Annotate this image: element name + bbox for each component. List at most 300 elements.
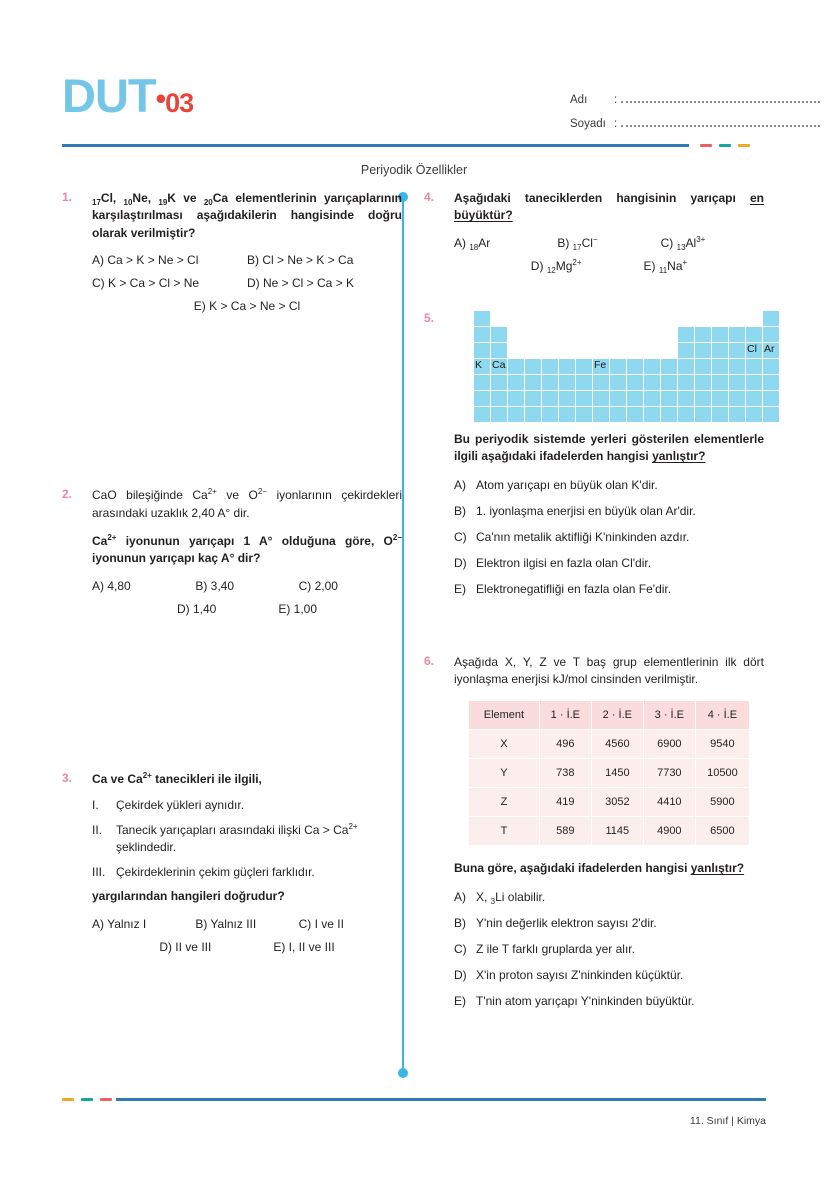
q3-option-c[interactable]: C) I ve II	[298, 916, 344, 931]
periodic-cell-empty	[559, 343, 575, 358]
periodic-cell-empty	[644, 311, 660, 326]
q3-option-e[interactable]: E) I, II ve III	[273, 939, 335, 954]
q1-option-c[interactable]: C) K > Ca > Cl > Ne	[92, 276, 200, 291]
option-row	[92, 299, 402, 313]
roman-label: III.	[92, 864, 106, 879]
periodic-cell	[763, 407, 779, 422]
periodic-cell	[763, 375, 779, 390]
q2-option-b[interactable]: B) 3,40	[195, 578, 235, 593]
periodic-cell-empty	[610, 327, 626, 342]
periodic-cell	[508, 407, 524, 422]
periodic-cell	[627, 359, 643, 374]
name-input-line[interactable]	[621, 90, 820, 103]
option-label: D)	[454, 556, 467, 571]
roman-label: II.	[92, 822, 103, 837]
q4-c-sym: Al	[685, 235, 697, 250]
table-cell: 6900	[643, 730, 695, 759]
option-row	[92, 917, 402, 931]
periodic-cell-empty	[525, 327, 541, 342]
periodic-cell-empty	[576, 311, 592, 326]
q4-b-sup: −	[592, 234, 598, 244]
table-cell: 9540	[695, 730, 749, 759]
periodic-cell	[661, 375, 677, 390]
question-4-options	[454, 236, 764, 273]
option-label: C)	[454, 529, 467, 544]
periodic-cell	[559, 407, 575, 422]
roman-text-b: şeklindedir.	[116, 839, 177, 854]
periodic-cell-empty	[508, 343, 524, 358]
q4-a-sub: 18	[469, 242, 479, 252]
q2-option-e[interactable]: E) 1,00	[278, 601, 318, 616]
roman-text: Çekirdek yükleri aynıdır.	[116, 798, 245, 813]
name-row	[570, 90, 820, 106]
periodic-cell	[644, 407, 660, 422]
question-5-number: 5.	[424, 310, 435, 325]
q2-stem-sup-ca: 2+	[107, 532, 117, 542]
q3-stem-b: tanecikleri ile ilgili,	[151, 771, 262, 786]
roman-text-a: Tanecik yarıçapları arasındaki ilişki Ca > Ca	[116, 822, 349, 837]
table-cell: 6500	[695, 817, 749, 846]
option-line[interactable]	[454, 581, 764, 597]
periodic-cell	[593, 391, 609, 406]
q2-intro-b: ve O	[216, 488, 258, 503]
roman-text	[116, 822, 402, 856]
periodic-cell-empty	[491, 311, 507, 326]
periodic-cell-empty	[525, 311, 541, 326]
q4-option-c[interactable]	[661, 236, 764, 250]
periodic-cell	[746, 327, 762, 342]
table-column-header: 3 · İ.E	[643, 701, 695, 730]
footer-dash-teal	[81, 1098, 93, 1101]
option-label: A)	[454, 889, 466, 904]
table-column-header: Element	[469, 701, 540, 730]
periodic-cell	[712, 359, 728, 374]
footer-dash-orange	[62, 1098, 74, 1101]
table-cell: 4900	[643, 817, 695, 846]
question-6-ask	[454, 860, 764, 877]
q4-c-sub: 13	[676, 242, 686, 252]
periodic-cell-empty	[525, 343, 541, 358]
option-row	[92, 253, 402, 267]
periodic-cell-empty	[542, 311, 558, 326]
periodic-cell	[712, 391, 728, 406]
q1-stem-part2: Ne,	[132, 191, 159, 205]
question-3-number: 3.	[62, 770, 73, 785]
question-1	[62, 190, 402, 313]
periodic-cell-empty	[644, 327, 660, 342]
q2-stem-a: Ca	[92, 533, 108, 548]
option-row	[92, 276, 402, 290]
option-line[interactable]	[454, 941, 764, 957]
question-6-number: 6.	[424, 653, 435, 668]
q1-option-b[interactable]: B) Cl > Ne > K > Ca	[247, 253, 354, 268]
footer-label: 11. Sınıf | Kimya	[689, 1115, 766, 1127]
q5-stem-underlined: yanlıştır?	[652, 449, 706, 464]
question-1-stem	[92, 190, 402, 242]
q1-option-d[interactable]: D) Ne > Cl > Ca > K	[247, 276, 355, 291]
periodic-cell	[508, 359, 524, 374]
table-cell: 1145	[591, 817, 643, 846]
q2-option-c[interactable]: C) 2,00	[298, 578, 338, 593]
periodic-cell	[763, 327, 779, 342]
periodic-cell	[678, 407, 694, 422]
periodic-cell	[491, 375, 507, 390]
periodic-cell	[644, 359, 660, 374]
q3-stem-sup: 2+	[142, 770, 152, 780]
q4-d-label: D)	[530, 258, 544, 273]
periodic-cell	[661, 359, 677, 374]
roman-label: I.	[92, 798, 99, 813]
periodic-cell-empty	[576, 343, 592, 358]
q3-option-a[interactable]: A) Yalnız I	[92, 916, 147, 931]
q1-sub-19: 19	[158, 198, 168, 207]
q2-sup-ca: 2+	[207, 487, 217, 497]
periodic-cell-k	[474, 359, 490, 374]
option-line[interactable]	[454, 915, 764, 931]
ionization-energy-table	[468, 700, 750, 846]
q4-stem-underlined: en büyüktür?	[454, 191, 764, 223]
periodic-cell	[729, 407, 745, 422]
periodic-cell	[525, 391, 541, 406]
question-4-number: 4.	[424, 190, 435, 204]
q1-sub-20: 20	[203, 198, 213, 207]
table-cell: 4410	[643, 788, 695, 817]
periodic-cell-empty	[559, 327, 575, 342]
option-text: Z ile T farklı gruplarda yer alır.	[476, 942, 635, 957]
footer-rule	[116, 1098, 766, 1101]
periodic-cell	[542, 391, 558, 406]
option-text: T'nin atom yarıçapı Y'ninkinden büyüktür.	[476, 994, 695, 1009]
table-cell: 738	[539, 759, 591, 788]
periodic-cell	[763, 359, 779, 374]
periodic-cell-ar	[763, 343, 779, 358]
option-text: Ca'nın metalik aktifliği K'ninkinden azdır.	[476, 529, 690, 544]
roman-text: Çekirdeklerinin çekim güçleri farklıdır.	[116, 864, 315, 879]
question-3-roman-list	[92, 797, 402, 880]
logo-text: DUT	[62, 69, 156, 122]
periodic-cell	[525, 375, 541, 390]
q2-option-a[interactable]: A) 4,80	[92, 578, 131, 593]
question-5	[424, 310, 775, 598]
periodic-cell	[627, 407, 643, 422]
page-title: Periyodik Özellikler	[360, 163, 468, 177]
header-dash-orange	[738, 144, 750, 147]
header-dash-teal	[719, 144, 731, 147]
option-line[interactable]	[454, 555, 764, 571]
table-cell: 3052	[591, 788, 643, 817]
left-column	[62, 190, 402, 963]
periodic-cell-empty	[610, 311, 626, 326]
q2-stem-b: iyonunun yarıçapı 1 A° olduğuna göre, O	[116, 533, 393, 548]
periodic-cell	[678, 391, 694, 406]
table-cell: 10500	[695, 759, 749, 788]
q4-c-label: C)	[660, 235, 674, 250]
table-cell: T	[469, 817, 540, 846]
q4-a-label: A)	[454, 235, 466, 250]
periodic-cell	[474, 391, 490, 406]
periodic-cell	[610, 375, 626, 390]
periodic-cell	[763, 391, 779, 406]
periodic-cell	[695, 359, 711, 374]
q2-intro-c: iyonlarının çekirdekleri arasındaki uzaklık 2,40 A° dir.	[92, 488, 403, 520]
question-6-stem: Aşağıda X, Y, Z ve T baş grup elementlerinin ilk dört iyonlaşma enerjisi kJ/mol cinsinden verilmiştir.	[454, 654, 764, 686]
periodic-cell	[661, 391, 677, 406]
q4-c-sup: 3+	[696, 234, 706, 244]
surname-label: Soyadı	[570, 118, 606, 130]
option-text: Y'nin değerlik elektron sayısı 2'dir.	[476, 915, 657, 930]
option-text-a: X,	[476, 889, 491, 904]
periodic-cell	[746, 391, 762, 406]
q5-stem-a: Bu periyodik sistemde yerleri gösterilen elementlerle ilgili aşağıdaki ifadelerden hangisi	[454, 431, 764, 464]
periodic-cell	[474, 343, 490, 358]
q4-stem-a: Aşağıdaki taneciklerden hangisinin yarıçapı	[454, 191, 750, 205]
table-cell: Y	[469, 759, 540, 788]
periodic-cell-cl	[746, 343, 762, 358]
periodic-cell	[593, 375, 609, 390]
q2-sup-o: 2−	[257, 487, 267, 497]
q4-b-sub: 17	[572, 242, 582, 252]
table-column-header: 4 · İ.E	[695, 701, 749, 730]
table-cell: 496	[539, 730, 591, 759]
q4-option-d[interactable]	[531, 259, 582, 273]
periodic-cell-empty	[695, 311, 711, 326]
periodic-cell	[508, 375, 524, 390]
q2-option-d[interactable]: D) 1,40	[176, 601, 217, 616]
periodic-cell	[593, 407, 609, 422]
q3-option-d[interactable]: D) II ve III	[159, 939, 212, 954]
periodic-cell-empty	[661, 311, 677, 326]
periodic-cell	[712, 375, 728, 390]
q4-d-sym: Mg	[555, 258, 573, 273]
periodic-cell	[525, 359, 541, 374]
periodic-cell-empty	[576, 327, 592, 342]
q3-option-b[interactable]: B) Yalnız III	[195, 916, 257, 931]
option-line[interactable]	[454, 503, 764, 519]
table-column-header: 1 · İ.E	[539, 701, 591, 730]
option-line[interactable]	[454, 477, 764, 493]
table-row	[469, 730, 750, 759]
question-4	[424, 190, 764, 273]
periodic-cell-empty	[661, 327, 677, 342]
periodic-cell	[576, 375, 592, 390]
periodic-cell	[695, 343, 711, 358]
periodic-cell-empty	[729, 311, 745, 326]
option-label: A)	[454, 477, 466, 492]
periodic-cell	[746, 359, 762, 374]
periodic-cell	[474, 407, 490, 422]
periodic-cell	[542, 375, 558, 390]
periodic-cell	[627, 375, 643, 390]
periodic-cell-empty	[508, 311, 524, 326]
option-label: C)	[454, 942, 467, 957]
element-symbol: Ar	[764, 342, 775, 355]
q1-option-e[interactable]: E) K > Ca > Ne > Cl	[193, 299, 301, 314]
name-label: Adı	[570, 94, 588, 106]
periodic-cell	[559, 375, 575, 390]
logo-number: 03	[165, 88, 194, 118]
element-symbol: K	[475, 358, 483, 371]
table-column-header: 2 · İ.E	[591, 701, 643, 730]
table-cell: Z	[469, 788, 540, 817]
q1-sub-17: 17	[92, 198, 101, 207]
periodic-cell	[474, 311, 490, 326]
table-row	[469, 788, 750, 817]
q2-stem-c: iyonunun yarıçapı kaç A° dir?	[92, 551, 261, 566]
header-dash-red	[700, 144, 712, 147]
table-cell: 589	[539, 817, 591, 846]
periodic-cell	[729, 391, 745, 406]
periodic-cell	[678, 327, 694, 342]
periodic-cell	[695, 407, 711, 422]
question-2-stem	[92, 533, 402, 568]
periodic-cell	[474, 375, 490, 390]
periodic-cell	[559, 359, 575, 374]
table-body	[469, 730, 750, 846]
q1-sub-10: 10	[123, 198, 133, 207]
q4-e-sup: +	[682, 257, 688, 267]
periodic-cell-empty	[508, 327, 524, 342]
periodic-cell	[542, 359, 558, 374]
question-3-stem	[92, 771, 402, 788]
divider-dot-bottom-icon	[398, 1068, 408, 1078]
question-6-options	[454, 889, 764, 1010]
periodic-cell-empty	[593, 343, 609, 358]
periodic-cell-empty	[627, 311, 643, 326]
element-symbol: Cl	[747, 342, 757, 355]
option-label: B)	[454, 503, 466, 518]
right-column	[424, 190, 775, 1020]
periodic-cell-empty	[542, 343, 558, 358]
surname-colon: :	[614, 118, 618, 130]
surname-input-line[interactable]	[621, 114, 820, 127]
periodic-cell	[712, 327, 728, 342]
student-name-block	[570, 90, 820, 138]
option-row	[92, 579, 402, 593]
option-line[interactable]	[454, 529, 764, 545]
periodic-table-figure	[454, 311, 775, 419]
option-row	[454, 236, 764, 250]
periodic-cell	[695, 391, 711, 406]
periodic-cell	[678, 375, 694, 390]
q4-option-b[interactable]	[557, 236, 660, 250]
periodic-cell	[610, 391, 626, 406]
periodic-cell	[559, 391, 575, 406]
periodic-cell-empty	[559, 311, 575, 326]
periodic-cell	[576, 359, 592, 374]
periodic-cell-empty	[661, 343, 677, 358]
question-1-options	[92, 253, 402, 313]
q2-intro-a: CaO bileşiğinde Ca	[92, 488, 208, 503]
option-text: X'in proton sayısı Z'ninkinden küçüktür.	[476, 968, 684, 983]
option-row	[454, 259, 764, 273]
periodic-cell-empty	[593, 311, 609, 326]
periodic-cell	[644, 375, 660, 390]
periodic-cell	[712, 407, 728, 422]
q4-b-sym: Cl	[581, 235, 593, 250]
periodic-table-grid	[474, 311, 779, 422]
periodic-cell	[491, 407, 507, 422]
roman-text-sup: 2+	[348, 821, 358, 831]
periodic-cell	[610, 407, 626, 422]
periodic-cell	[678, 359, 694, 374]
q4-b-label: B)	[557, 235, 570, 250]
list-item	[92, 797, 402, 814]
periodic-cell	[491, 391, 507, 406]
list-item	[92, 822, 402, 856]
periodic-cell-empty	[644, 343, 660, 358]
column-divider	[402, 196, 404, 1076]
option-label: B)	[454, 915, 466, 930]
option-text: 1. iyonlaşma enerjisi en büyük olan Ar'dir.	[476, 503, 696, 518]
q1-stem-part4: Ca elementlerinin yarıçaplarının karşılaştırılması aşağıdakilerin hangisinde doğru olarak verilmiştir?	[92, 191, 402, 240]
option-line[interactable]	[454, 967, 764, 983]
periodic-cell	[576, 391, 592, 406]
question-6	[424, 654, 764, 1010]
periodic-cell	[729, 327, 745, 342]
q4-option-e[interactable]	[644, 259, 688, 273]
option-label: E)	[454, 994, 466, 1009]
surname-row	[570, 114, 820, 130]
periodic-cell	[746, 407, 762, 422]
periodic-cell	[695, 327, 711, 342]
periodic-cell	[678, 343, 694, 358]
q4-option-a[interactable]	[454, 236, 557, 250]
q2-stem-sup-o: 2−	[392, 532, 402, 542]
header-rule	[62, 144, 689, 147]
periodic-cell-empty	[610, 343, 626, 358]
q4-a-sym: Ar	[478, 235, 491, 250]
option-row	[92, 602, 402, 616]
q6-ask-underlined: yanlıştır?	[690, 861, 745, 876]
option-row	[92, 940, 402, 954]
table-cell: 4560	[591, 730, 643, 759]
table-cell: 1450	[591, 759, 643, 788]
table-cell: X	[469, 730, 540, 759]
periodic-cell	[763, 311, 779, 326]
element-symbol: Ca	[492, 358, 506, 371]
periodic-cell	[729, 359, 745, 374]
table-header-row	[469, 701, 750, 730]
question-1-number: 1.	[62, 190, 73, 204]
periodic-cell	[525, 407, 541, 422]
periodic-cell-empty	[593, 327, 609, 342]
periodic-cell	[729, 375, 745, 390]
table-cell: 7730	[643, 759, 695, 788]
q4-d-sup: 2+	[572, 257, 582, 267]
periodic-cell	[627, 391, 643, 406]
periodic-cell-fe	[593, 359, 609, 374]
question-5-options	[454, 477, 764, 598]
periodic-cell	[576, 407, 592, 422]
option-text-b: Li olabilir.	[495, 889, 546, 904]
periodic-cell-empty	[542, 327, 558, 342]
periodic-cell-empty	[678, 311, 694, 326]
periodic-cell-empty	[712, 311, 728, 326]
periodic-cell	[695, 375, 711, 390]
q6-ask-a: Buna göre, aşağıdaki ifadelerden hangisi	[454, 861, 691, 876]
question-2-number: 2.	[62, 487, 73, 502]
option-line[interactable]	[454, 889, 764, 905]
option-text	[476, 889, 545, 905]
table-cell: 5900	[695, 788, 749, 817]
periodic-cell	[508, 391, 524, 406]
periodic-cell	[491, 327, 507, 342]
question-2	[62, 487, 402, 616]
question-3-ask: yargılarından hangileri doğrudur?	[92, 889, 285, 904]
option-line[interactable]	[454, 993, 764, 1009]
option-label: E)	[454, 582, 466, 597]
q1-option-a[interactable]: A) Ca > K > Ne > Cl	[92, 253, 199, 268]
